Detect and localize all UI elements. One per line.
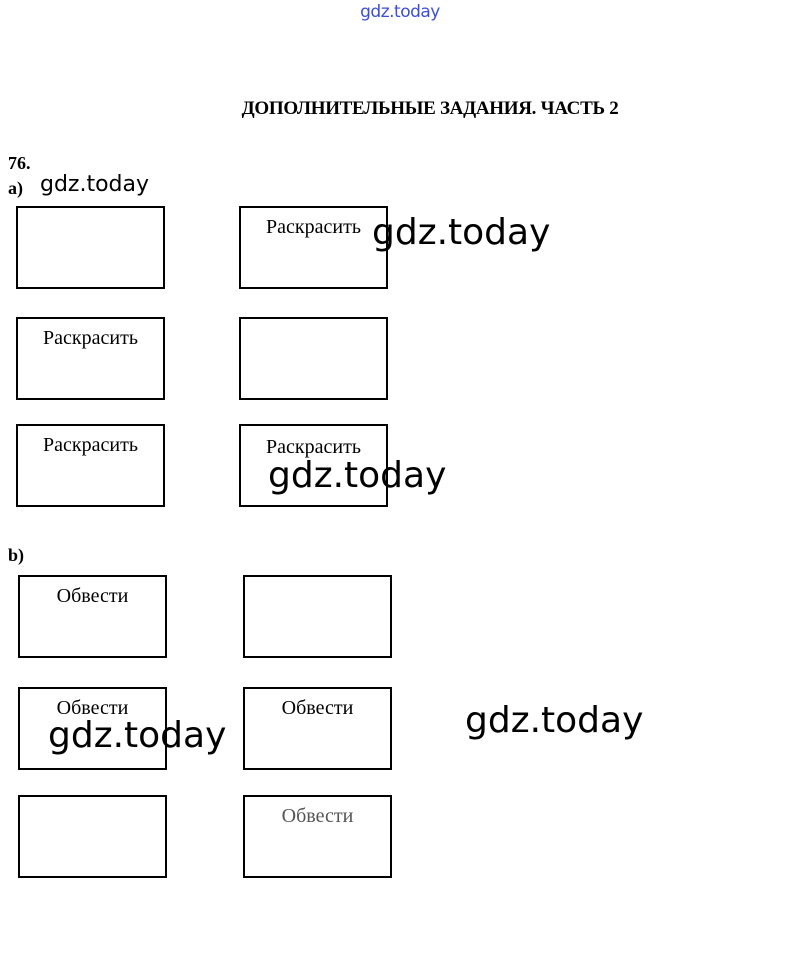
section-a-box-5 [16,424,165,507]
section-a-box-2 [239,206,388,289]
section-a-box-1 [16,206,165,289]
watermark-box-6: gdz.today [268,455,447,496]
section-b-label: b) [8,545,25,565]
section-b-box-6 [243,795,392,878]
exercise-number: 76. [8,153,31,173]
watermark-label-a: gdz.today [40,172,150,197]
box-text: Обвести [281,697,354,719]
page-title: ДОПОЛНИТЕЛЬНЫЕ ЗАДАНИЯ. ЧАСТЬ 2 [241,98,619,119]
box-text: Обвести [56,697,129,719]
box-text [245,577,390,585]
box-text: Обвести [56,585,129,607]
section-b-box-2 [243,575,392,658]
watermark-top: gdz.today [360,2,440,22]
watermark-b-right: gdz.today [465,700,644,741]
section-a-box-4 [239,317,388,400]
box-text [18,208,163,216]
section-b-box-5 [18,795,167,878]
box-text: Обвести [281,805,354,827]
section-a-label: a) [8,178,23,198]
section-b-box-1 [18,575,167,658]
watermark-b-row2-left: gdz.today [48,715,227,756]
box-text [20,797,165,805]
box-text: Раскрасить [266,216,361,238]
section-b-box-4 [243,687,392,770]
box-text: Раскрасить [266,436,361,458]
watermark-box-2: gdz.today [372,212,551,253]
section-a-box-3 [16,317,165,400]
box-text: Раскрасить [43,327,138,349]
box-text [241,319,386,327]
box-text: Раскрасить [43,434,138,456]
